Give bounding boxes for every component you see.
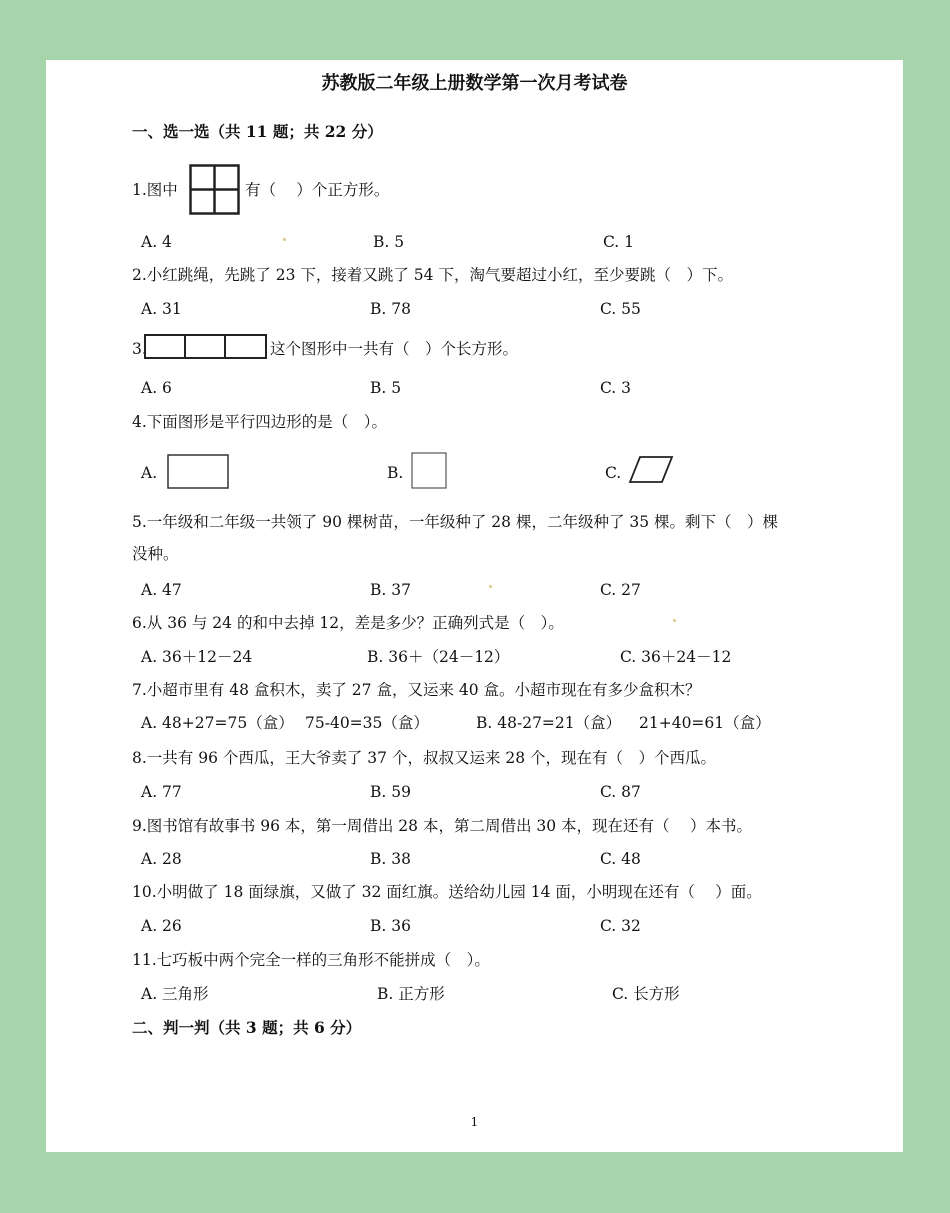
- stray-dot: [283, 238, 286, 241]
- q6-option-b[interactable]: B. 36＋（24－12）: [367, 648, 510, 666]
- q11-option-c[interactable]: C. 长方形: [612, 985, 680, 1003]
- question-3-stem-start: 3.: [132, 340, 147, 358]
- question-5-stem: 5.一年级和二年级一共领了 90 棵树苗，一年级种了 28 棵，二年级种了 35 棵。剩下（ ）棵: [132, 513, 779, 531]
- exam-page: [46, 60, 903, 1152]
- q5-option-a[interactable]: A. 47: [141, 581, 182, 599]
- q6-option-a[interactable]: A. 36＋12－24: [141, 648, 253, 666]
- parallelogram-shape-c: [628, 455, 674, 485]
- q7-option-a[interactable]: A. 48+27=75（盒）: [141, 714, 294, 732]
- q9-option-a[interactable]: A. 28: [141, 850, 182, 868]
- three-rectangles-figure: [144, 334, 268, 360]
- stray-dot: [489, 585, 492, 588]
- section-2-heading: 二、判一判（共 3 题；共 6 分）: [132, 1018, 362, 1037]
- q3-option-c[interactable]: C. 3: [600, 379, 632, 397]
- question-10-stem: 10.小明做了 18 面绿旗，又做了 32 面红旗。送给幼儿园 14 面，小明现在还有（ ）面。: [132, 883, 762, 901]
- question-5-stem-continued: 没种。: [132, 545, 179, 563]
- question-3-stem-end: 这个图形中一共有（ ）个长方形。: [270, 340, 519, 358]
- question-6-stem: 6.从 36 与 24 的和中去掉 12，差是多少？正确列式是（ ）。: [132, 614, 564, 632]
- q7-option-b[interactable]: B. 48-27=21（盒）: [476, 714, 622, 732]
- q11-option-b[interactable]: B. 正方形: [377, 985, 445, 1003]
- q4-option-c[interactable]: C.: [605, 464, 622, 482]
- q1-option-c[interactable]: C. 1: [603, 233, 635, 251]
- q8-option-c[interactable]: C. 87: [600, 783, 641, 801]
- q4-option-a[interactable]: A.: [141, 464, 158, 482]
- question-2-stem: 2.小红跳绳，先跳了 23 下，接着又跳了 54 下，淘气要超过小红，至少要跳（ ）下。: [132, 266, 733, 284]
- section-1-heading: 一、选一选（共 11 题；共 22 分）: [132, 122, 383, 141]
- question-9-stem: 9.图书馆有故事书 96 本，第一周借出 28 本，第二周借出 30 本，现在还有（ ）本书。: [132, 817, 752, 835]
- four-squares-figure: [189, 164, 241, 216]
- q6-option-c[interactable]: C. 36＋24－12: [620, 648, 732, 666]
- square-shape-b: [411, 452, 448, 490]
- q7-option-b-step-2: 21+40=61（盒）: [639, 714, 771, 732]
- q7-option-a-step-2: 75-40=35（盒）: [305, 714, 429, 732]
- stray-dot: [673, 619, 676, 622]
- question-1-stem-end: 有（ ）个正方形。: [245, 181, 390, 199]
- q3-option-b[interactable]: B. 5: [370, 379, 402, 397]
- q9-option-c[interactable]: C. 48: [600, 850, 641, 868]
- q1-option-b[interactable]: B. 5: [373, 233, 405, 251]
- question-4-stem: 4.下面图形是平行四边形的是（ ）。: [132, 413, 388, 431]
- rectangle-shape-a: [167, 454, 230, 490]
- q8-option-a[interactable]: A. 77: [141, 783, 182, 801]
- q5-option-b[interactable]: B. 37: [370, 581, 411, 599]
- question-8-stem: 8.一共有 96 个西瓜，王大爷卖了 37 个，叔叔又运来 28 个，现在有（ ）个西瓜。: [132, 749, 717, 767]
- q3-option-a[interactable]: A. 6: [141, 379, 172, 397]
- q5-option-c[interactable]: C. 27: [600, 581, 641, 599]
- page-number: 1: [470, 1115, 479, 1129]
- q2-option-a[interactable]: A. 31: [141, 300, 182, 318]
- question-7-stem: 7.小超市里有 48 盒积木，卖了 27 盒，又运来 40 盒。小超市现在有多少盒积木？: [132, 681, 701, 699]
- question-11-stem: 11.七巧板中两个完全一样的三角形不能拼成（ ）。: [132, 951, 490, 969]
- q11-option-a[interactable]: A. 三角形: [141, 985, 209, 1003]
- q2-option-b[interactable]: B. 78: [370, 300, 411, 318]
- q10-option-a[interactable]: A. 26: [141, 917, 182, 935]
- page-title: 苏教版二年级上册数学第一次月考试卷: [321, 73, 628, 94]
- q10-option-c[interactable]: C. 32: [600, 917, 641, 935]
- q2-option-c[interactable]: C. 55: [600, 300, 641, 318]
- q1-option-a[interactable]: A. 4: [141, 233, 172, 251]
- q9-option-b[interactable]: B. 38: [370, 850, 411, 868]
- q4-option-b[interactable]: B.: [387, 464, 404, 482]
- q8-option-b[interactable]: B. 59: [370, 783, 411, 801]
- q10-option-b[interactable]: B. 36: [370, 917, 411, 935]
- question-1-stem-start: 1.图中: [132, 181, 178, 199]
